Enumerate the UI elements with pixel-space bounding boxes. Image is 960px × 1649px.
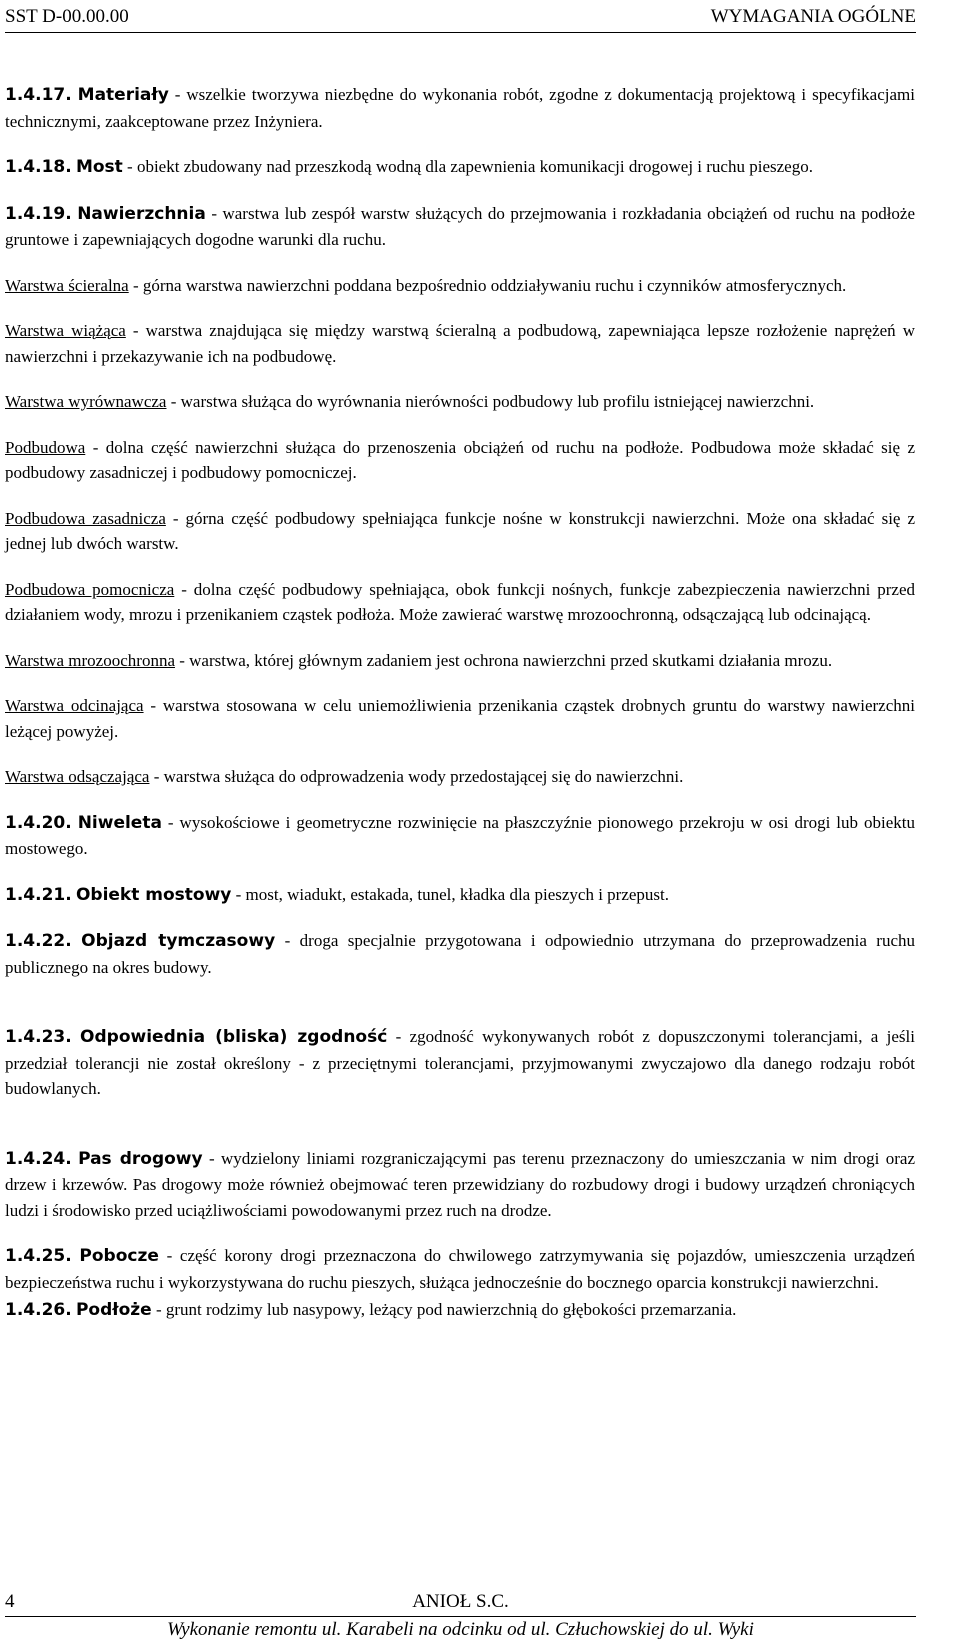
page-header	[5, 6, 916, 33]
definition-text: - dolna część podbudowy spełniająca, obok funkcji nośnych, funkcje zabezpieczenia nawierzchni przed działaniem wody, mrozu i przenikaniem cząstek podłoża. Może zawierać warstwę mrozoochronną, odsączającą lub odcinającą.	[5, 579, 916, 624]
definition-text: - część korony drogi przeznaczona do chwilowego zatrzymywania się pojazdów, umieszczenia urządzeń bezpieczeństwa ruchu i wykorzystywana do ruchu pieszych, służąca jednocześnie do bocznego oparcia konstrukcji nawierzchni.	[5, 1246, 915, 1292]
subterm-paragraph	[5, 577, 915, 628]
definition-text: - most, wiadukt, estakada, tunel, kładka dla pieszych i przepust.	[231, 884, 670, 904]
definition-text: - wszelkie tworzywa niezbędne do wykonania robót, zgodne z dokumentacją projektową i specyfikacjami technicznymi, zaakceptowane przez Inżyniera.	[5, 85, 915, 131]
section-number: 1.4.26.	[5, 1300, 72, 1320]
subterm-paragraph	[5, 506, 915, 557]
term: Podłoże	[75, 1300, 152, 1320]
document-body	[5, 82, 915, 1344]
definition-paragraph	[5, 82, 915, 134]
section-number: 1.4.21.	[5, 884, 72, 905]
definition-paragraph	[5, 928, 915, 980]
definition-paragraph	[5, 1146, 915, 1224]
subterm: Warstwa odcinająca	[5, 696, 144, 715]
section-number: 1.4.22.	[5, 931, 72, 951]
section-number: 1.4.23.	[5, 1027, 72, 1047]
author: ANIOŁ S.C.	[412, 1591, 509, 1612]
definition-paragraph	[5, 1297, 915, 1324]
subterm-paragraph	[5, 273, 915, 299]
definition-paragraph	[5, 810, 915, 862]
term: Pas drogowy	[78, 1148, 203, 1169]
term: Odpowiednia (bliska) zgodność	[80, 1027, 388, 1047]
section-number: 1.4.20.	[5, 812, 72, 833]
definition-paragraph	[5, 1243, 915, 1295]
definition-paragraph	[5, 882, 915, 909]
definition-text: - dolna część nawierzchni służąca do przenoszenia obciążeń od ruchu na podłoże. Podbudowa może składać się z podbudowy zasadniczej i podbudowy pomocniczej.	[5, 437, 915, 482]
page-number: 4	[5, 1591, 15, 1612]
section-number: 1.4.25.	[5, 1246, 72, 1266]
definition-text: - warstwa znajdująca się między warstwą ścieralną a podbudową, zapewniająca lepsze rozłożenie naprężeń w nawierzchni i przekazywanie ich na podbudowę.	[5, 321, 915, 366]
definition-text: - wysokościowe i geometryczne rozwinięcie na płaszczyźnie pionowego przekroju w osi drogi lub obiektu mostowego.	[5, 812, 915, 858]
subterm-paragraph	[5, 764, 915, 790]
definition-text: - grunt rodzimy lub nasypowy, leżący pod nawierzchnią do głębokości przemarzania.	[151, 1300, 737, 1319]
term: Nawierzchnia	[77, 203, 206, 224]
definition-paragraph	[5, 154, 915, 181]
subterm: Warstwa wiążąca	[5, 321, 126, 340]
subterm-paragraph	[5, 435, 915, 486]
spec-code: SST D-00.00.00	[5, 6, 129, 27]
definition-text: - warstwa służąca do odprowadzenia wody przedostającej się do nawierzchni.	[149, 767, 684, 786]
term: Objazd tymczasowy	[81, 931, 276, 951]
section-number: 1.4.24.	[5, 1148, 72, 1169]
definition-text: - wydzielony liniami rozgraniczającymi pas terenu przeznaczony do umieszczania w nim drogi oraz drzew i krzewów. Pas drogowy może również obejmować teren przewidziany do rozbudowy drogi i budowy urządzeń chroniących ludzi i środowisko przed uciążliwościami powodowanymi przez ruch na drodze.	[5, 1148, 916, 1220]
subterm: Podbudowa pomocnicza	[5, 579, 175, 599]
section-title: WYMAGANIA OGÓLNE	[710, 6, 916, 27]
section-number: 1.4.19.	[5, 203, 72, 224]
subterm: Warstwa ścieralna	[5, 275, 129, 295]
project-title: Wykonanie remontu ul. Karabeli na odcinku od ul. Człuchowskiej do ul. Wyki	[167, 1619, 754, 1640]
section-number: 1.4.18.	[5, 157, 72, 177]
term: Obiekt mostowy	[75, 884, 232, 905]
definition-text: - warstwa stosowana w celu uniemożliwienia przenikania cząstek drobnych gruntu do warstwy nawierzchni leżącej powyżej.	[5, 696, 915, 741]
section-number: 1.4.17.	[5, 85, 72, 105]
term: Niweleta	[77, 812, 162, 833]
subterm-paragraph	[5, 318, 915, 369]
definition-paragraph	[5, 201, 915, 253]
subterm: Warstwa odsączająca	[5, 767, 150, 786]
subterm: Warstwa wyrównawcza	[5, 392, 167, 411]
page-footer	[5, 1591, 916, 1647]
term: Pobocze	[79, 1246, 159, 1266]
definition-paragraph	[5, 1024, 915, 1102]
definition-text: - obiekt zbudowany nad przeszkodą wodną dla zapewnienia komunikacji drogowej i ruchu pieszego.	[122, 157, 813, 176]
term: Most	[75, 157, 123, 177]
definition-text: - warstwa służąca do wyrównania nierówności podbudowy lub profilu istniejącej nawierzchni.	[166, 392, 815, 411]
definition-text: - warstwa, której głównym zadaniem jest ochrona nawierzchni przed skutkami działania mrozu.	[174, 650, 833, 670]
subterm: Podbudowa zasadnicza	[5, 508, 166, 528]
definition-text: - droga specjalnie przygotowana i odpowiednio utrzymana do przeprowadzenia ruchu publicznego na okres budowy.	[5, 931, 916, 977]
subterm-paragraph	[5, 648, 915, 674]
subterm: Warstwa mrozoochronna	[5, 650, 175, 670]
term: Materiały	[77, 85, 169, 105]
definition-text: - górna część podbudowy spełniająca funkcje nośne w konstrukcji nawierzchni. Może ona składać się z jednej lub dwóch warstw.	[5, 508, 915, 553]
definition-text: - górna warstwa nawierzchni poddana bezpośrednio oddziaływaniu ruchu i czynników atmosferycznych.	[128, 275, 847, 295]
subterm-paragraph	[5, 693, 915, 744]
definition-text: - zgodność wykonywanych robót z dopuszczonymi tolerancjami, a jeśli przedział tolerancji nie został określony - z przeciętnymi tolerancjami, przyjmowanymi zwyczajowo dla danego rodzaju robót budowlanych.	[5, 1027, 915, 1098]
definition-text: - warstwa lub zespół warstw służących do przejmowania i rozkładania obciążeń od ruchu na podłoże gruntowe i zapewniających dogodne warunki dla ruchu.	[5, 203, 916, 249]
subterm-paragraph	[5, 389, 915, 415]
subterm: Podbudowa	[5, 437, 86, 457]
